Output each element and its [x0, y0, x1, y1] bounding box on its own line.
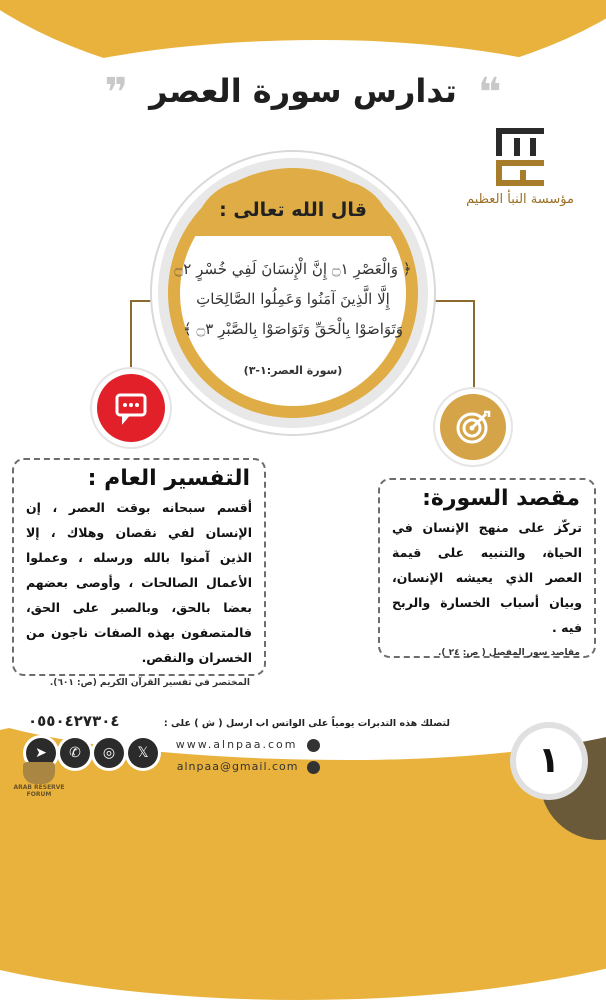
purpose-title: مقصد السورة: [422, 486, 580, 511]
verse-reference: (سورة العصر:١-٣) [243, 364, 343, 377]
tafsir-title: التفسير العام : [87, 466, 250, 491]
purpose-source: مقاصد سور المفصل ( ص: ٢٤ ). [437, 648, 580, 658]
quran-verse [174, 254, 412, 344]
twitter-icon[interactable]: 𝕏 [128, 738, 158, 768]
watermark-text: ARAB RESERVE FORUM [13, 784, 65, 798]
connector-line-left [130, 300, 132, 376]
title-text: تدارس سورة العصر [149, 72, 457, 110]
whatsapp-icon[interactable]: ✆ [60, 738, 90, 768]
page-number: ١ [516, 728, 582, 794]
page-title [0, 70, 606, 116]
email-icon [307, 761, 320, 774]
tafsir-body: أقسم سبحانه بوقت العصر ، إن الإنسان لفي نقصان وهلاك ، إلا الذين آمنوا بالله ورسله ، وعملوا الأعمال الصالحات ، وأوصى بعضهم بعضا بالحق، وبالصبر على الحق، فالمتصفون بهذه الصفات ناجون من الخسران والنقص. [26, 500, 252, 665]
purpose-box [378, 478, 596, 658]
logo-mark-icon [490, 128, 550, 188]
logo-text: مؤسسة النبأ العظيم [466, 192, 574, 207]
purpose-body: تركّز على منهج الإنسان في الحياة، والتنبيه على قيمة العصر الذي يعيشه الإنسان، وبيان أسباب الخسارة والربح فيه . [392, 520, 582, 635]
website-row[interactable] [160, 738, 320, 752]
verse-header: قال الله تعالى : [194, 180, 392, 236]
target-icon [440, 394, 506, 460]
watermark [4, 762, 74, 798]
verse-line-2: إِلَّا الَّذِينَ آمَنُوا وَعَمِلُوا الصَّالِحَاتِ [196, 290, 390, 308]
globe-icon [307, 739, 320, 752]
quote-open-icon: ❝ [477, 70, 502, 116]
connector-line-right [473, 300, 475, 394]
telegram-icon[interactable]: ➤ [26, 738, 56, 768]
subscribe-text: لتصلك هذه التدبرات يومياً على الواتس اب ارسل ( ش ) على : [163, 718, 450, 729]
verse-line-1: ﴿ وَالْعَصْرِ ۝١ إِنَّ الْإِنسَانَ لَفِي خُسْرٍ ۝٢ [174, 260, 412, 278]
email-link[interactable]: alnpaa@gmail.com [176, 760, 299, 773]
verse-line-3: وَتَوَاصَوْا بِالْحَقِّ وَتَوَاصَوْا بِالصَّبْرِ ۝٣ ﴾ [182, 320, 404, 338]
quote-close-icon: ❞ [104, 70, 129, 116]
whatsapp-number[interactable]: ٠٥٥٠٤٢٧٣٠٤ [28, 712, 120, 730]
tafsir-source: المختصر في تفسير القرآن الكريم (ص: ٦٠١). [49, 678, 250, 688]
email-row[interactable] [160, 760, 320, 774]
watermark-logo-icon [23, 762, 55, 784]
publisher-logo [450, 128, 590, 207]
instagram-icon[interactable]: ◎ [94, 738, 124, 768]
website-link[interactable]: www.alnpaa.com [175, 738, 298, 751]
tafsir-box [12, 458, 266, 688]
chat-icon [97, 374, 165, 442]
